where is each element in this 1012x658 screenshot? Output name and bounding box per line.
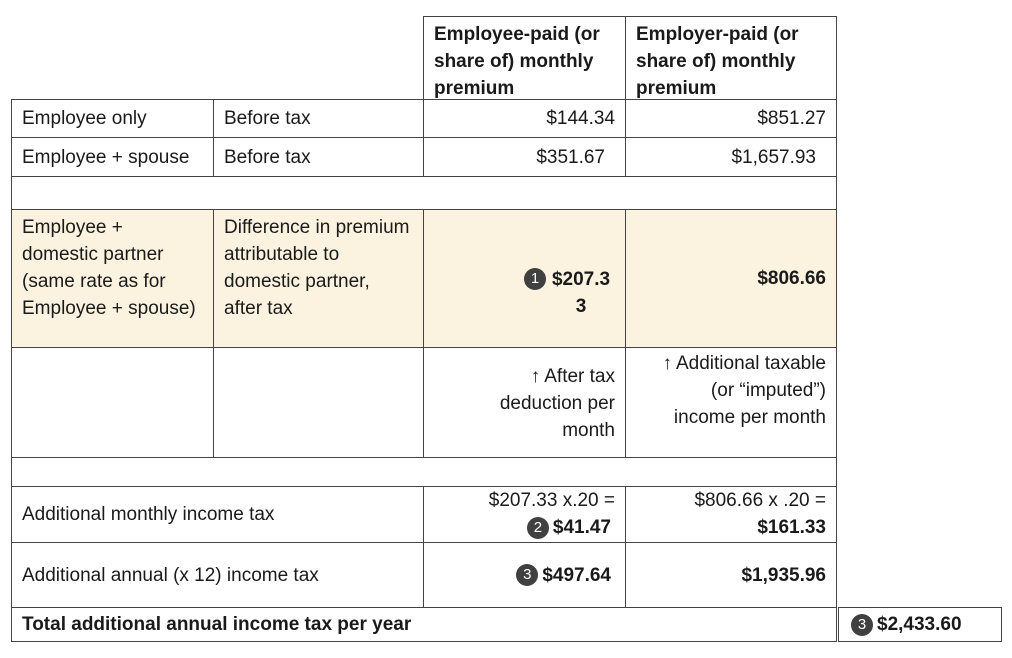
number-1-icon: 1 <box>524 268 546 290</box>
employee-only-employee-value: $144.34 <box>546 108 615 129</box>
row-annual-tax-label <box>11 542 424 608</box>
domestic-partner-tax: Difference in premium attributable to domestic partner, after tax <box>224 217 410 319</box>
number-3-icon: 3 <box>516 564 538 586</box>
header-employee-paid-text: Employee-paid (or share of) monthly premium <box>434 24 600 99</box>
employee-only-employer-value: $851.27 <box>757 108 826 129</box>
row-monthly-tax-employer <box>625 486 837 543</box>
up-arrow-icon: ↑ <box>662 353 672 374</box>
row-domestic-partner-label <box>11 209 214 348</box>
domestic-partner-label: Employee + domestic partner (same rate as for Employee + spouse) <box>22 217 196 319</box>
row-total-value <box>838 607 1002 642</box>
monthly-tax-label: Additional monthly income tax <box>22 504 275 525</box>
notes-employee-text: After tax deduction per month <box>499 366 615 441</box>
annual-tax-employer-value: $1,935.96 <box>741 564 826 586</box>
number-3-icon: 3 <box>851 614 873 636</box>
monthly-tax-employer-value: $161.33 <box>757 517 826 538</box>
total-value: $2,433.60 <box>877 614 962 635</box>
row-domestic-partner-employer <box>625 209 837 348</box>
row-employee-spouse-employer <box>625 137 837 177</box>
row-employee-spouse-tax <box>213 137 424 177</box>
employee-spouse-employer-value: $1,657.93 <box>731 146 816 168</box>
total-label: Total additional annual income tax per year <box>22 614 412 635</box>
row-employee-only-label <box>11 99 214 138</box>
employee-only-tax: Before tax <box>224 108 311 129</box>
spacer-row <box>11 176 837 210</box>
row-domestic-partner-employee <box>423 209 626 348</box>
row-monthly-tax-label <box>11 486 424 543</box>
monthly-tax-employee-value: $41.47 <box>552 517 611 538</box>
row-employee-spouse-employee <box>423 137 626 177</box>
annual-tax-label: Additional annual (x 12) income tax <box>22 564 319 586</box>
row-employee-only-tax <box>213 99 424 138</box>
row-employee-spouse-label <box>11 137 214 177</box>
employee-only-label: Employee only <box>22 108 147 129</box>
spacer-row <box>11 457 837 487</box>
row-notes-empty-2 <box>213 347 424 458</box>
number-2-icon: 2 <box>527 517 549 539</box>
notes-employer-text: Additional taxable (or “imputed”) income per month <box>673 353 826 428</box>
row-employee-only-employee <box>423 99 626 138</box>
row-total-label <box>11 607 837 642</box>
annual-tax-employee-value: $497.64 <box>542 564 611 586</box>
row-notes-employer <box>625 347 837 458</box>
row-annual-tax-employer <box>625 542 837 608</box>
header-employer-paid-text: Employer-paid (or share of) monthly premium <box>636 24 799 99</box>
row-notes-employee <box>423 347 626 458</box>
up-arrow-icon: ↑ <box>530 366 541 387</box>
monthly-tax-employer-formula: $806.66 x .20 = <box>694 490 826 511</box>
employee-spouse-tax: Before tax <box>224 146 311 168</box>
row-notes-empty-1 <box>11 347 214 458</box>
row-monthly-tax-employee <box>423 486 626 543</box>
monthly-tax-employee-formula: $207.33 x.20 = <box>488 490 615 511</box>
employee-spouse-employee-value: $351.67 <box>536 146 605 168</box>
domestic-partner-employee-value: $207.33 <box>551 269 611 317</box>
header-employer-paid <box>625 16 837 100</box>
domestic-partner-employer-value: $806.66 <box>757 268 826 289</box>
row-domestic-partner-tax <box>213 209 424 348</box>
row-annual-tax-employee <box>423 542 626 608</box>
header-employee-paid <box>423 16 626 100</box>
employee-spouse-label: Employee + spouse <box>22 146 190 168</box>
row-employee-only-employer <box>625 99 837 138</box>
